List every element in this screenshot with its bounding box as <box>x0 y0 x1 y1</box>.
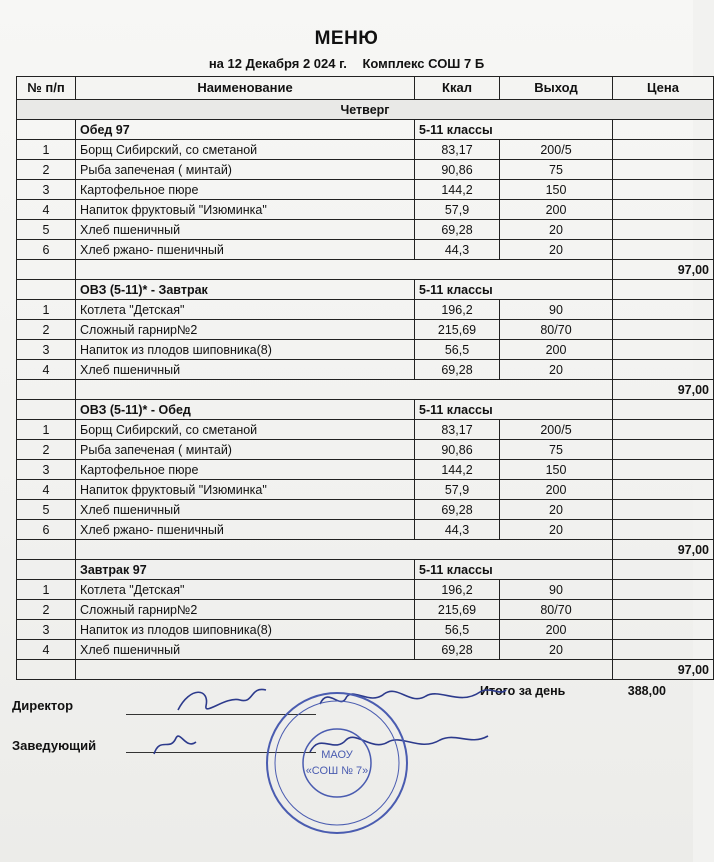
item-kcal: 90,86 <box>415 160 500 180</box>
table-row <box>17 420 714 440</box>
item-name: Рыба запеченая ( минтай) <box>76 160 415 180</box>
item-name: Сложный гарнир№2 <box>76 320 415 340</box>
item-kcal: 57,9 <box>415 480 500 500</box>
section-total: 97,00 <box>613 260 714 280</box>
section-number-cell <box>17 400 76 420</box>
total-blank-span <box>76 540 613 560</box>
day-label: Четверг <box>17 100 714 120</box>
col-header-kcal: Ккал <box>415 77 500 100</box>
item-number: 4 <box>17 480 76 500</box>
section-header-row <box>17 560 714 580</box>
section-number-cell <box>17 120 76 140</box>
section-price-cell <box>613 400 714 420</box>
day-total-label: Итого за день <box>480 683 566 698</box>
item-name: Напиток фруктовый "Изюминка" <box>76 200 415 220</box>
item-name: Борщ Сибирский, со сметаной <box>76 420 415 440</box>
item-output: 200 <box>500 620 613 640</box>
item-kcal: 215,69 <box>415 320 500 340</box>
complex-label: Комплекс СОШ 7 Б <box>362 56 485 71</box>
table-row <box>17 140 714 160</box>
table-row <box>17 500 714 520</box>
menu-date: на 12 Декабря 2 024 г. <box>208 56 347 71</box>
item-price <box>613 460 714 480</box>
section-title: ОВЗ (5-11)* - Завтрак <box>76 280 415 300</box>
item-output: 20 <box>500 520 613 540</box>
item-price <box>613 480 714 500</box>
item-name: Хлеб пшеничный <box>76 640 415 660</box>
item-output: 200 <box>500 200 613 220</box>
col-header-price: Цена <box>613 77 714 100</box>
table-row <box>17 440 714 460</box>
day-row <box>17 100 714 120</box>
item-output: 20 <box>500 640 613 660</box>
section-header-row <box>17 400 714 420</box>
item-number: 4 <box>17 640 76 660</box>
item-number: 6 <box>17 520 76 540</box>
item-name: Котлета "Детская" <box>76 580 415 600</box>
item-price <box>613 220 714 240</box>
item-output: 20 <box>500 360 613 380</box>
item-price <box>613 580 714 600</box>
item-number: 2 <box>17 600 76 620</box>
section-price-cell <box>613 280 714 300</box>
item-kcal: 69,28 <box>415 640 500 660</box>
table-row <box>17 480 714 500</box>
section-header-row <box>17 280 714 300</box>
section-total-row <box>17 260 714 280</box>
item-output: 200/5 <box>500 140 613 160</box>
item-name: Котлета "Детская" <box>76 300 415 320</box>
item-number: 2 <box>17 440 76 460</box>
section-total: 97,00 <box>613 660 714 680</box>
table-header-row <box>17 77 714 100</box>
item-price <box>613 500 714 520</box>
total-blank-cell <box>17 660 76 680</box>
item-kcal: 83,17 <box>415 140 500 160</box>
table-row <box>17 360 714 380</box>
table-row <box>17 340 714 360</box>
item-kcal: 144,2 <box>415 460 500 480</box>
item-kcal: 56,5 <box>415 620 500 640</box>
item-kcal: 44,3 <box>415 520 500 540</box>
item-output: 90 <box>500 300 613 320</box>
table-row <box>17 600 714 620</box>
col-header-name: Наименование <box>76 77 415 100</box>
item-number: 5 <box>17 220 76 240</box>
table-row <box>17 460 714 480</box>
item-number: 1 <box>17 300 76 320</box>
item-output: 200/5 <box>500 420 613 440</box>
item-output: 75 <box>500 440 613 460</box>
item-name: Борщ Сибирский, со сметаной <box>76 140 415 160</box>
item-number: 1 <box>17 140 76 160</box>
item-kcal: 56,5 <box>415 340 500 360</box>
section-total-row <box>17 380 714 400</box>
item-price <box>613 420 714 440</box>
section-total: 97,00 <box>613 540 714 560</box>
item-number: 4 <box>17 360 76 380</box>
item-number: 3 <box>17 180 76 200</box>
total-blank-cell <box>17 540 76 560</box>
table-row <box>17 580 714 600</box>
item-number: 5 <box>17 500 76 520</box>
section-total: 97,00 <box>613 380 714 400</box>
table-row <box>17 520 714 540</box>
section-price-cell <box>613 120 714 140</box>
item-price <box>613 320 714 340</box>
table-row <box>17 320 714 340</box>
item-kcal: 69,28 <box>415 500 500 520</box>
item-name: Рыба запеченая ( минтай) <box>76 440 415 460</box>
item-name: Сложный гарнир№2 <box>76 600 415 620</box>
item-name: Картофельное пюре <box>76 180 415 200</box>
item-price <box>613 200 714 220</box>
item-price <box>613 360 714 380</box>
item-number: 3 <box>17 460 76 480</box>
section-title: ОВЗ (5-11)* - Обед <box>76 400 415 420</box>
section-grade: 5-11 классы <box>415 400 613 420</box>
school-stamp <box>262 688 412 838</box>
item-number: 1 <box>17 420 76 440</box>
item-price <box>613 160 714 180</box>
item-name: Напиток из плодов шиповника(8) <box>76 340 415 360</box>
manager-label: Заведующий <box>12 738 97 753</box>
item-price <box>613 640 714 660</box>
item-kcal: 69,28 <box>415 360 500 380</box>
day-total-value: 388,00 <box>627 683 666 698</box>
stamp-org: МАОУ <box>321 749 353 761</box>
item-name: Хлеб ржано- пшеничный <box>76 520 415 540</box>
item-price <box>613 180 714 200</box>
total-blank-cell <box>17 380 76 400</box>
item-price <box>613 440 714 460</box>
item-price <box>613 300 714 320</box>
page-subtitle <box>0 56 693 71</box>
item-price <box>613 240 714 260</box>
item-kcal: 44,3 <box>415 240 500 260</box>
item-output: 75 <box>500 160 613 180</box>
total-blank-span <box>76 260 613 280</box>
item-price <box>613 340 714 360</box>
table-row <box>17 640 714 660</box>
section-title: Завтрак 97 <box>76 560 415 580</box>
page-title: МЕНЮ <box>314 28 379 49</box>
item-number: 2 <box>17 320 76 340</box>
item-price <box>613 520 714 540</box>
item-price <box>613 620 714 640</box>
item-kcal: 196,2 <box>415 300 500 320</box>
section-number-cell <box>17 560 76 580</box>
table-row <box>17 240 714 260</box>
col-header-output: Выход <box>500 77 613 100</box>
item-number: 4 <box>17 200 76 220</box>
total-blank-span <box>76 380 613 400</box>
item-output: 200 <box>500 340 613 360</box>
item-price <box>613 140 714 160</box>
item-name: Хлеб пшеничный <box>76 500 415 520</box>
section-total-row <box>17 540 714 560</box>
director-label: Директор <box>12 698 74 713</box>
item-name: Напиток из плодов шиповника(8) <box>76 620 415 640</box>
item-output: 80/70 <box>500 600 613 620</box>
item-output: 150 <box>500 180 613 200</box>
item-name: Хлеб пшеничный <box>76 360 415 380</box>
item-output: 80/70 <box>500 320 613 340</box>
table-row <box>17 220 714 240</box>
table-row <box>17 300 714 320</box>
item-name: Хлеб пшеничный <box>76 220 415 240</box>
section-grade: 5-11 классы <box>415 280 613 300</box>
item-output: 20 <box>500 240 613 260</box>
item-output: 200 <box>500 480 613 500</box>
item-price <box>613 600 714 620</box>
item-output: 20 <box>500 220 613 240</box>
item-output: 20 <box>500 500 613 520</box>
item-number: 6 <box>17 240 76 260</box>
menu-body <box>17 100 714 680</box>
stamp-name: «СОШ № 7» <box>305 765 369 777</box>
item-name: Напиток фруктовый "Изюминка" <box>76 480 415 500</box>
item-kcal: 83,17 <box>415 420 500 440</box>
section-grade: 5-11 классы <box>415 120 613 140</box>
section-price-cell <box>613 560 714 580</box>
item-name: Хлеб ржано- пшеничный <box>76 240 415 260</box>
section-header-row <box>17 120 714 140</box>
col-header-number: № п/п <box>17 77 76 100</box>
item-number: 1 <box>17 580 76 600</box>
menu-table <box>16 76 714 680</box>
table-row <box>17 200 714 220</box>
table-row <box>17 180 714 200</box>
item-output: 150 <box>500 460 613 480</box>
item-kcal: 215,69 <box>415 600 500 620</box>
section-grade: 5-11 классы <box>415 560 613 580</box>
item-number: 3 <box>17 340 76 360</box>
item-kcal: 90,86 <box>415 440 500 460</box>
item-number: 2 <box>17 160 76 180</box>
section-title: Обед 97 <box>76 120 415 140</box>
total-blank-cell <box>17 260 76 280</box>
item-kcal: 69,28 <box>415 220 500 240</box>
item-output: 90 <box>500 580 613 600</box>
item-kcal: 196,2 <box>415 580 500 600</box>
table-row <box>17 160 714 180</box>
item-number: 3 <box>17 620 76 640</box>
table-row <box>17 620 714 640</box>
item-kcal: 144,2 <box>415 180 500 200</box>
section-number-cell <box>17 280 76 300</box>
item-kcal: 57,9 <box>415 200 500 220</box>
item-name: Картофельное пюре <box>76 460 415 480</box>
